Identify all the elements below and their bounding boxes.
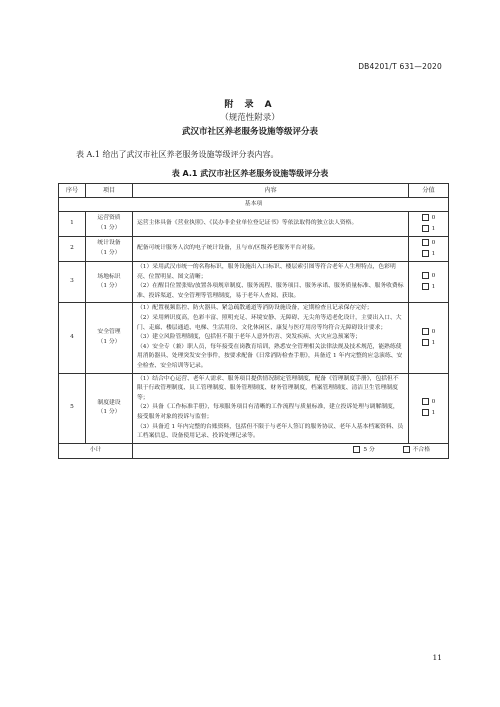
row-no: 2 [59, 237, 86, 262]
row-score: 0 1 [409, 262, 449, 303]
table-row [59, 303, 449, 373]
row-score: 0 1 [409, 303, 449, 373]
row-score: 0 1 [409, 373, 449, 443]
subtotal-row [59, 443, 449, 458]
row-content: 配备可统计服务人次的电子统计设备，且与市/区级养老服务平台对接。 [133, 237, 409, 262]
document-number: DB4201/T 631—2020 [358, 62, 442, 71]
appendix-note: （规范性附录） [220, 113, 280, 123]
row-item: 运营资质 （1 分） [86, 212, 133, 237]
checkbox-icon[interactable] [353, 446, 360, 453]
header-score: 分值 [409, 184, 449, 198]
header-item: 项目 [86, 184, 133, 198]
header-no: 序号 [59, 184, 86, 198]
checkbox-icon[interactable] [422, 225, 429, 232]
row-no: 3 [59, 262, 86, 303]
appendix-label: 附 录 A [224, 100, 276, 110]
row-item: 安全管理 （1 分） [86, 303, 133, 373]
subtotal-option-fail: 不合格 [412, 446, 430, 453]
table-row [59, 212, 449, 237]
checkbox-icon[interactable] [422, 409, 429, 416]
subtotal-options [133, 443, 449, 458]
rating-table [58, 183, 449, 459]
row-no: 4 [59, 303, 86, 373]
row-no: 1 [59, 212, 86, 237]
checkbox-icon[interactable] [422, 250, 429, 257]
row-item: 场地标识 （1 分） [86, 262, 133, 303]
table-caption: 表 A.1 武汉市社区养老服务设施等级评分表 [171, 169, 329, 178]
row-score: 0 1 [409, 212, 449, 237]
row-content: （1）采用武汉市统一的名称标识，服务设施出入口标识、楼层索引图等符合老年人生理特点，色彩明亮、位置明显、图文清晰； （2）在醒目位置张贴/放置各项规章制度、服务流程、服务项目、服务承诺、服务质量标准、服务收费标准、投诉渠道、安全管理等管理制度，易于老年人查阅、获取。 [133, 262, 409, 303]
checkbox-icon[interactable] [422, 328, 429, 335]
row-score: 0 1 [409, 237, 449, 262]
checkbox-icon[interactable] [422, 214, 429, 221]
checkbox-icon[interactable] [422, 339, 429, 346]
checkbox-icon[interactable] [422, 398, 429, 405]
table-row [59, 262, 449, 303]
checkbox-icon[interactable] [403, 446, 410, 453]
page-number: 11 [432, 653, 442, 662]
row-content: 运营主体具备《营业执照》、《民办非企业单位登记证书》等依法取得的独立法人资格。 [133, 212, 409, 237]
row-item: 统计设备 （1 分） [86, 237, 133, 262]
checkbox-icon[interactable] [422, 283, 429, 290]
row-no: 5 [59, 373, 86, 443]
row-content: （1）配置视频监控、防火器具、紧急疏散通道等消防设施设备，定期检查且记录保存完好； （2）采用辨识度高，色彩丰富、照明充足、环境安静、无障碍、无尖角等适老化设计，主要出入口、大门、走廊、楼层通道、电梯、生活用房、文化休闲区、康复与医疗用房等均符合无障碍设计要求； （3）建立风险管理制度，包括但不限于老年人意外伤害、突发疾病、火灾应急预案等； （4）安全专（兼）职人员，每年接受在岗教育培训，熟悉安全管理相关法律法规及技术规范，能熟练使用消防器具、处理突发安全事件，按要求配备《日常消防检查手册》，具备近 1 年内完整的应急演练、安全检查、安全培训等记录。 [133, 303, 409, 373]
checkbox-icon[interactable] [422, 272, 429, 279]
appendix-title: 武汉市社区养老服务设施等级评分表 [181, 127, 318, 137]
header-content: 内容 [133, 184, 409, 198]
subtotal-option-pass: 5 分 [363, 446, 375, 453]
row-content: （1）结合中心运营、老年人需求、服务项目提供情况制定管理制度，配备《管理制度手册》，包括但不限于行政管理制度、员工管理制度、服务管理制度、财务管理制度，档案管理制度、清洁卫生管理制度等； （2）具备《工作标准手册》，每项服务项目有清晰的工作流程与质量标准，建立投诉处理与调解制度，接受服务对象的投诉与监督； （3）具备近 1 年内完整的台账资料，包括但不限于与老年人签订的服务协议、老年人基本档案资料、员工档案信息、设备使用记录、投诉处理记录等。 [133, 373, 409, 443]
table-row [59, 237, 449, 262]
checkbox-icon[interactable] [422, 239, 429, 246]
row-item: 制度建设 （1 分） [86, 373, 133, 443]
subtotal-label: 小计 [59, 443, 133, 458]
table-row [59, 373, 449, 443]
section-basic: 基本项 [59, 198, 449, 212]
intro-text: 表 A.1 给出了武汉市社区养老服务设施等级评分表内容。 [76, 150, 279, 159]
